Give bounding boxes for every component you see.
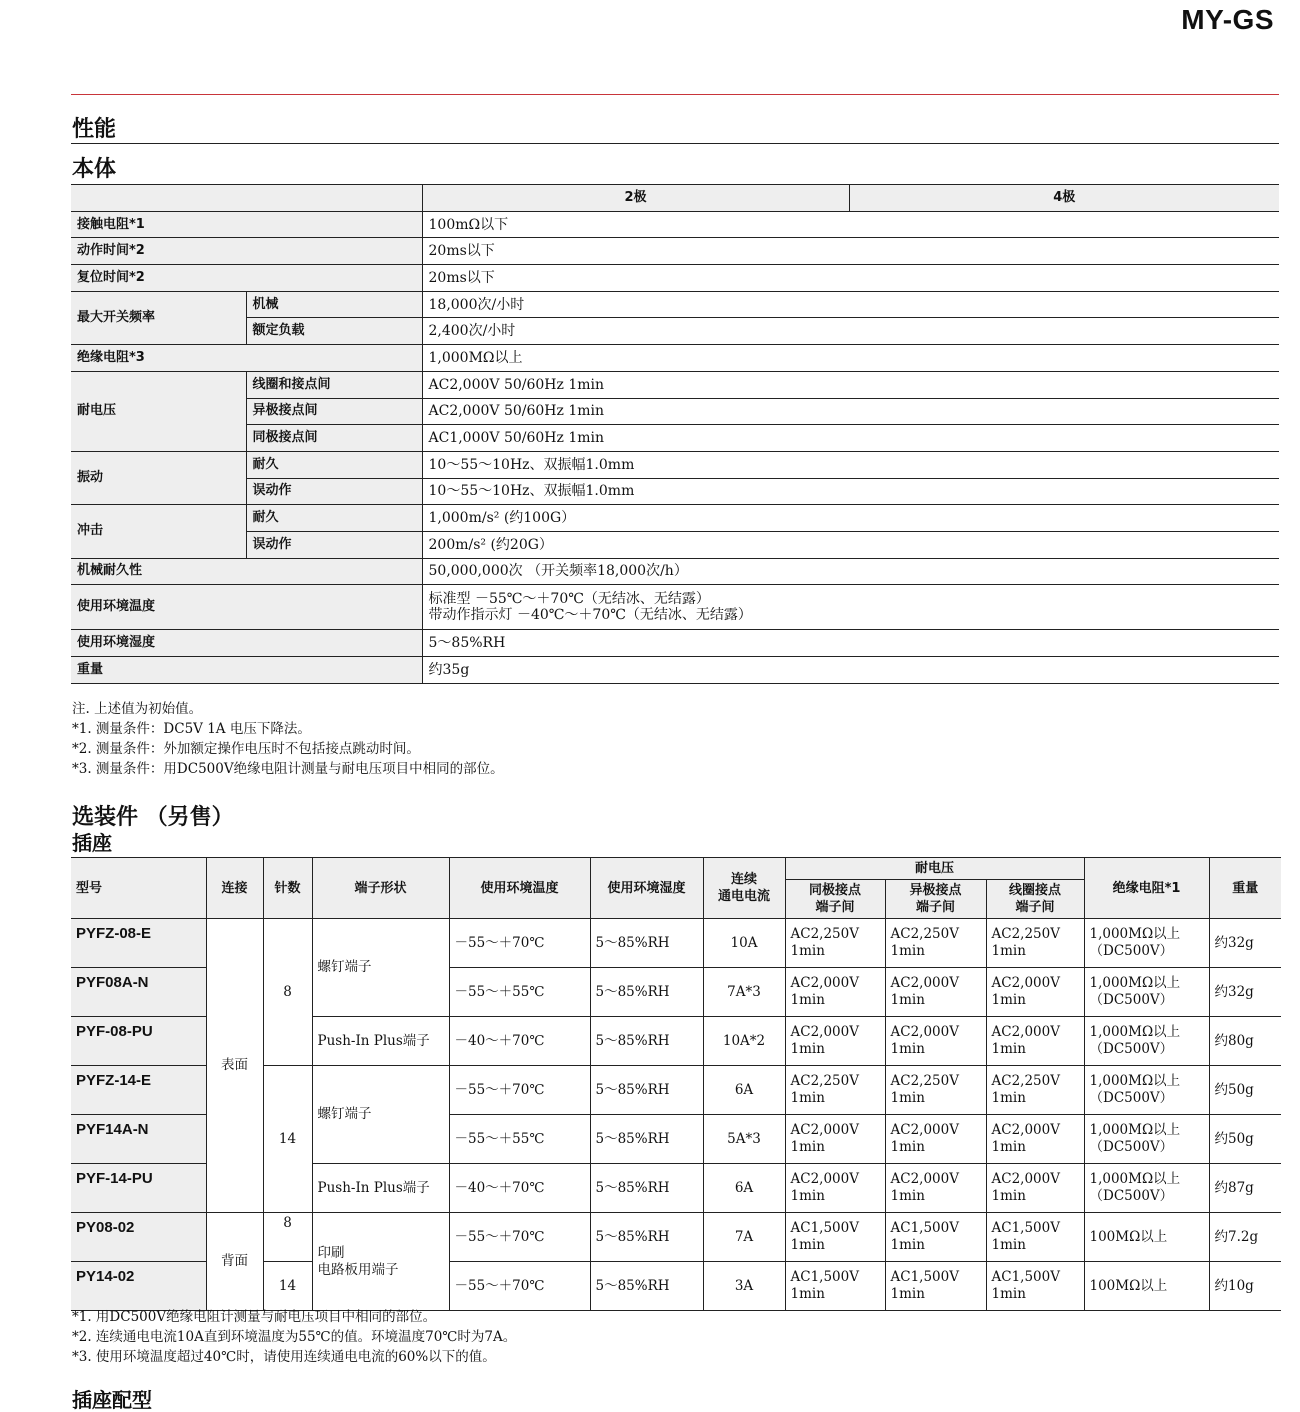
row-value: 10～55～10Hz、双振幅1.0mm xyxy=(422,451,1279,478)
row-coil-2: 1min xyxy=(991,1188,1026,1204)
col-same-2: 端子间 xyxy=(815,900,855,915)
row-weight: 约80g xyxy=(1209,1017,1281,1066)
row-diff-1: AC1,500V xyxy=(890,1220,959,1236)
note-line: *1. 测量条件：DC5V 1A 电压下降法。 xyxy=(72,721,311,737)
note-line: *2. 测量条件：外加额定操作电压时不包括接点跳动时间。 xyxy=(72,741,420,757)
sub-label: 额定负载 xyxy=(246,318,422,345)
table-row xyxy=(71,451,1279,478)
row-humidity: 5～85%RH xyxy=(590,1115,703,1164)
row-weight: 约50g xyxy=(1209,1115,1281,1164)
terminal-screw: 螺钉端子 xyxy=(312,919,449,1017)
col-diff xyxy=(885,880,986,919)
row-diff xyxy=(885,968,986,1017)
row-ins-1: 1,000MΩ以上 xyxy=(1089,1122,1181,1138)
connection-back: 背面 xyxy=(206,1213,263,1311)
row-humidity: 5～85%RH xyxy=(590,968,703,1017)
row-model: PYFZ-14-E xyxy=(71,1066,206,1115)
sub-label: 异极接点间 xyxy=(246,398,422,425)
row-insulation xyxy=(1084,919,1209,968)
col-same-1: 同极接点 xyxy=(808,883,861,898)
table-row xyxy=(71,211,1279,238)
row-ins-1: 1,000MΩ以上 xyxy=(1089,1171,1181,1187)
row-same-2: 1min xyxy=(790,1041,825,1057)
row-current: 7A xyxy=(703,1213,785,1262)
row-current: 10A*2 xyxy=(703,1017,785,1066)
row-label: 振动 xyxy=(71,451,246,504)
row-ins-2: （DC500V） xyxy=(1089,1090,1174,1106)
row-label: 使用环境温度 xyxy=(71,585,422,630)
row-temp: －55～＋70℃ xyxy=(449,919,590,968)
row-coil xyxy=(986,1115,1084,1164)
pins-14: 14 xyxy=(263,1066,312,1213)
row-diff xyxy=(885,919,986,968)
row-same-1: AC2,000V xyxy=(790,1171,859,1187)
row-value: 20ms以下 xyxy=(422,265,1279,292)
row-value: 2,400次/小时 xyxy=(422,318,1279,345)
row-diff xyxy=(885,1164,986,1213)
row-coil xyxy=(986,919,1084,968)
section-socket: 插座 xyxy=(72,831,112,855)
table-row xyxy=(71,425,1279,452)
row-temp: －55～＋55℃ xyxy=(449,968,590,1017)
row-label: 最大开关频率 xyxy=(71,291,246,344)
note-line: *3. 使用环境温度超过40℃时，请使用连续通电电流的60%以下的值。 xyxy=(72,1349,496,1365)
table-row xyxy=(71,585,1279,630)
connection-surface: 表面 xyxy=(206,919,263,1213)
row-model: PYF14A-N xyxy=(71,1115,206,1164)
row-same xyxy=(785,1213,885,1262)
row-value: 50,000,000次 （开关频率18,000次/h） xyxy=(422,558,1279,585)
table-row xyxy=(71,505,1279,532)
row-diff-2: 1min xyxy=(890,992,925,1008)
table-row xyxy=(71,630,1279,657)
row-current: 5A*3 xyxy=(703,1115,785,1164)
row-ins-1: 1,000MΩ以上 xyxy=(1089,1024,1181,1040)
terminal-push-in: Push-In Plus端子 xyxy=(312,1164,449,1213)
row-same xyxy=(785,919,885,968)
row-diff xyxy=(885,1066,986,1115)
row-same xyxy=(785,1017,885,1066)
row-humidity: 5～85%RH xyxy=(590,919,703,968)
row-label: 接触电阻*1 xyxy=(71,211,422,238)
row-value: 18,000次/小时 xyxy=(422,291,1279,318)
row-insulation xyxy=(1084,968,1209,1017)
row-current: 10A xyxy=(703,919,785,968)
row-same-1: AC2,000V xyxy=(790,1024,859,1040)
row-coil xyxy=(986,1213,1084,1262)
header-blank xyxy=(71,185,422,212)
row-current: 6A xyxy=(703,1164,785,1213)
model-title: MY-GS xyxy=(1181,4,1274,35)
row-same-2: 1min xyxy=(790,1090,825,1106)
row-diff xyxy=(885,1017,986,1066)
temp-indicator: 带动作指示灯 －40℃～＋70℃（无结冰、无结露） xyxy=(428,607,752,624)
section-performance: 性能 xyxy=(72,117,117,142)
row-same-1: AC2,250V xyxy=(790,1073,859,1089)
row-diff-1: AC2,000V xyxy=(890,975,959,991)
col-current-1: 连续 xyxy=(730,872,757,887)
row-value: AC2,000V 50/60Hz 1min xyxy=(422,398,1279,425)
row-weight: 约50g xyxy=(1209,1066,1281,1115)
col-current-2: 通电电流 xyxy=(717,889,770,904)
row-coil-1: AC2,000V xyxy=(991,1024,1060,1040)
pins-8: 8 xyxy=(263,1213,312,1262)
terminal-push-in: Push-In Plus端子 xyxy=(312,1017,449,1066)
row-insulation xyxy=(1084,1017,1209,1066)
row-coil xyxy=(986,1164,1084,1213)
row-value: 约35g xyxy=(422,657,1279,684)
note-line: *3. 测量条件：用DC500V绝缘电阻计测量与耐电压项目中相同的部位。 xyxy=(72,761,504,777)
row-insulation xyxy=(1084,1115,1209,1164)
row-insulation xyxy=(1084,1066,1209,1115)
header-divider xyxy=(71,94,1279,95)
row-ins-2: （DC500V） xyxy=(1089,1139,1174,1155)
row-coil-2: 1min xyxy=(991,1041,1026,1057)
row-coil-2: 1min xyxy=(991,1090,1026,1106)
table-row xyxy=(71,371,1279,398)
col-connection: 连接 xyxy=(206,858,263,919)
header-2pole: 2极 xyxy=(422,185,849,212)
terminal-pcb-2: 电路板用端子 xyxy=(317,1261,399,1278)
table-row xyxy=(71,345,1279,372)
row-same-1: AC1,500V xyxy=(790,1220,859,1236)
sub-label: 误动作 xyxy=(246,478,422,505)
row-same-1: AC1,500V xyxy=(790,1269,859,1285)
row-model: PYF-08-PU xyxy=(71,1017,206,1066)
row-coil-1: AC2,000V xyxy=(991,975,1060,991)
row-same-2: 1min xyxy=(790,1237,825,1253)
col-same xyxy=(785,880,885,919)
row-weight: 约7.2g xyxy=(1209,1213,1281,1262)
row-label: 冲击 xyxy=(71,505,246,558)
row-same-2: 1min xyxy=(790,1188,825,1204)
row-model: PYF08A-N xyxy=(71,968,206,1017)
col-dielectric: 耐电压 xyxy=(785,858,1084,880)
socket-notes xyxy=(72,1307,516,1367)
row-humidity: 5～85%RH xyxy=(590,1262,703,1311)
sub-label: 耐久 xyxy=(246,451,422,478)
row-temp: －55～＋70℃ xyxy=(449,1213,590,1262)
row-diff-2: 1min xyxy=(890,943,925,959)
table-row xyxy=(71,558,1279,585)
row-coil-1: AC1,500V xyxy=(991,1220,1060,1236)
row-label: 绝缘电阻*3 xyxy=(71,345,422,372)
row-same xyxy=(785,1164,885,1213)
row-diff-1: AC2,000V xyxy=(890,1024,959,1040)
row-ins-2: （DC500V） xyxy=(1089,1188,1174,1204)
row-model: PYFZ-08-E xyxy=(71,919,206,968)
row-diff-1: AC2,250V xyxy=(890,1073,959,1089)
table-row xyxy=(71,919,1281,968)
row-label: 复位时间*2 xyxy=(71,265,422,292)
sub-label: 耐久 xyxy=(246,505,422,532)
row-value xyxy=(422,585,1279,630)
row-diff-2: 1min xyxy=(890,1188,925,1204)
table-row xyxy=(71,1213,1281,1262)
row-diff xyxy=(885,1115,986,1164)
row-coil-2: 1min xyxy=(991,1139,1026,1155)
row-diff-1: AC1,500V xyxy=(890,1269,959,1285)
section-options: 选装件 （另售） xyxy=(72,805,234,830)
row-value: 1,000MΩ以上 xyxy=(422,345,1279,372)
col-coil-1: 线圈接点 xyxy=(1008,883,1061,898)
row-same xyxy=(785,1066,885,1115)
sub-label: 线圈和接点间 xyxy=(246,371,422,398)
row-label: 动作时间*2 xyxy=(71,238,422,265)
row-value: 1,000m/s² (约100G） xyxy=(422,505,1279,532)
col-weight: 重量 xyxy=(1209,858,1281,919)
col-insulation: 绝缘电阻*1 xyxy=(1084,858,1209,919)
row-diff-1: AC2,250V xyxy=(890,926,959,942)
row-coil-2: 1min xyxy=(991,1237,1026,1253)
row-temp: －40～＋70℃ xyxy=(449,1017,590,1066)
row-coil-1: AC1,500V xyxy=(991,1269,1060,1285)
row-diff-2: 1min xyxy=(890,1237,925,1253)
col-terminal: 端子形状 xyxy=(312,858,449,919)
row-same-2: 1min xyxy=(790,1286,825,1302)
row-weight: 约32g xyxy=(1209,919,1281,968)
row-model: PY14-02 xyxy=(71,1262,206,1311)
sub-label: 同极接点间 xyxy=(246,425,422,452)
row-humidity: 5～85%RH xyxy=(590,1017,703,1066)
row-ins-2: （DC500V） xyxy=(1089,992,1174,1008)
row-coil-1: AC2,250V xyxy=(991,926,1060,942)
col-coil xyxy=(986,880,1084,919)
col-coil-2: 端子间 xyxy=(1015,900,1055,915)
row-same xyxy=(785,1115,885,1164)
row-ins-1: 1,000MΩ以上 xyxy=(1089,926,1181,942)
row-label: 机械耐久性 xyxy=(71,558,422,585)
row-temp: －55～＋55℃ xyxy=(449,1115,590,1164)
table-row xyxy=(71,238,1279,265)
row-value: 20ms以下 xyxy=(422,238,1279,265)
table-row xyxy=(71,265,1279,292)
row-coil xyxy=(986,1262,1084,1311)
terminal-pcb-1: 印刷 xyxy=(317,1244,345,1261)
row-same-1: AC2,000V xyxy=(790,1122,859,1138)
col-temp: 使用环境温度 xyxy=(449,858,590,919)
row-label: 耐电压 xyxy=(71,371,246,451)
row-diff-1: AC2,000V xyxy=(890,1171,959,1187)
row-diff-2: 1min xyxy=(890,1139,925,1155)
row-diff-2: 1min xyxy=(890,1041,925,1057)
row-temp: －55～＋70℃ xyxy=(449,1066,590,1115)
row-coil-2: 1min xyxy=(991,943,1026,959)
row-weight: 约32g xyxy=(1209,968,1281,1017)
row-coil xyxy=(986,1017,1084,1066)
row-coil-2: 1min xyxy=(991,992,1026,1008)
col-model: 型号 xyxy=(71,858,206,919)
sub-label: 误动作 xyxy=(246,531,422,558)
row-same-2: 1min xyxy=(790,992,825,1008)
row-diff xyxy=(885,1262,986,1311)
temp-standard: 标准型 －55℃～＋70℃（无结冰、无结露） xyxy=(428,591,710,608)
row-insulation: 100MΩ以上 xyxy=(1084,1262,1209,1311)
table-row xyxy=(71,478,1279,505)
row-humidity: 5～85%RH xyxy=(590,1164,703,1213)
row-ins-2: （DC500V） xyxy=(1089,1041,1174,1057)
note-line: *2. 连续通电电流10A直到环境温度为55℃的值。环境温度70℃时为7A。 xyxy=(72,1329,517,1345)
header-4pole: 4极 xyxy=(849,185,1279,212)
row-coil-1: AC2,250V xyxy=(991,1073,1060,1089)
row-same-1: AC2,250V xyxy=(790,926,859,942)
row-label: 重量 xyxy=(71,657,422,684)
row-current: 3A xyxy=(703,1262,785,1311)
row-diff-2: 1min xyxy=(890,1286,925,1302)
pins-8: 8 xyxy=(263,919,312,1066)
table-row xyxy=(71,318,1279,345)
row-diff xyxy=(885,1213,986,1262)
row-ins-1: 1,000MΩ以上 xyxy=(1089,975,1181,991)
row-current: 6A xyxy=(703,1066,785,1115)
table-header-row xyxy=(71,185,1279,212)
row-temp: －40～＋70℃ xyxy=(449,1164,590,1213)
performance-table xyxy=(71,184,1279,684)
row-model: PYF-14-PU xyxy=(71,1164,206,1213)
table-row xyxy=(71,398,1279,425)
section-body: 本体 xyxy=(72,157,117,182)
row-insulation xyxy=(1084,1164,1209,1213)
divider xyxy=(71,143,1279,144)
socket-header-row xyxy=(71,858,1281,880)
row-weight: 约10g xyxy=(1209,1262,1281,1311)
row-coil xyxy=(986,968,1084,1017)
row-label: 使用环境湿度 xyxy=(71,630,422,657)
col-diff-2: 端子间 xyxy=(915,900,955,915)
row-humidity: 5～85%RH xyxy=(590,1066,703,1115)
pins-14: 14 xyxy=(263,1262,312,1311)
row-coil-1: AC2,000V xyxy=(991,1122,1060,1138)
row-temp: －55～＋70℃ xyxy=(449,1262,590,1311)
row-value: 5～85%RH xyxy=(422,630,1279,657)
terminal-pcb xyxy=(312,1213,449,1311)
row-weight: 约87g xyxy=(1209,1164,1281,1213)
row-value: 200m/s² (约20G） xyxy=(422,531,1279,558)
row-ins-1: 1,000MΩ以上 xyxy=(1089,1073,1181,1089)
col-current xyxy=(703,858,785,919)
row-value: AC1,000V 50/60Hz 1min xyxy=(422,425,1279,452)
row-model: PY08-02 xyxy=(71,1213,206,1262)
note-line: *1. 用DC500V绝缘电阻计测量与耐电压项目中相同的部位。 xyxy=(72,1309,437,1325)
row-diff-2: 1min xyxy=(890,1090,925,1106)
col-diff-1: 异极接点 xyxy=(909,883,962,898)
row-value: 10～55～10Hz、双振幅1.0mm xyxy=(422,478,1279,505)
row-humidity: 5～85%RH xyxy=(590,1213,703,1262)
row-same xyxy=(785,1262,885,1311)
row-insulation: 100MΩ以上 xyxy=(1084,1213,1209,1262)
row-same xyxy=(785,968,885,1017)
row-coil-2: 1min xyxy=(991,1286,1026,1302)
socket-table xyxy=(71,857,1281,1311)
row-current: 7A*3 xyxy=(703,968,785,1017)
col-humidity: 使用环境湿度 xyxy=(590,858,703,919)
performance-notes xyxy=(72,699,504,779)
row-diff-1: AC2,000V xyxy=(890,1122,959,1138)
row-ins-2: （DC500V） xyxy=(1089,943,1174,959)
table-row xyxy=(71,657,1279,684)
sub-label: 机械 xyxy=(246,291,422,318)
table-row xyxy=(71,291,1279,318)
row-same-2: 1min xyxy=(790,1139,825,1155)
row-same-1: AC2,000V xyxy=(790,975,859,991)
note-line: 注. 上述值为初始值。 xyxy=(72,701,203,717)
col-pins: 针数 xyxy=(263,858,312,919)
row-value: 100mΩ以下 xyxy=(422,211,1279,238)
row-coil-1: AC2,000V xyxy=(991,1171,1060,1187)
next-section-title: 插座配型 xyxy=(72,1388,152,1412)
row-coil xyxy=(986,1066,1084,1115)
terminal-screw: 螺钉端子 xyxy=(312,1066,449,1164)
row-same-2: 1min xyxy=(790,943,825,959)
table-row xyxy=(71,531,1279,558)
row-value: AC2,000V 50/60Hz 1min xyxy=(422,371,1279,398)
